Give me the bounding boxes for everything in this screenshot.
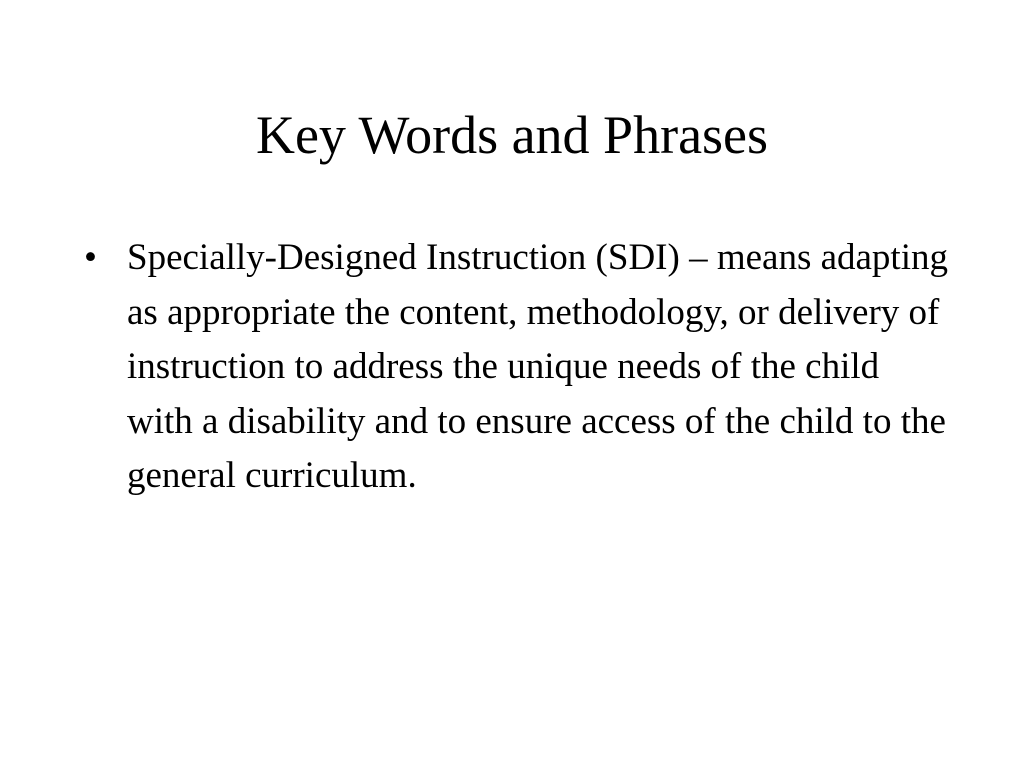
bullet-text: Specially-Designed Instruction (SDI) – means adapting as appropriate the content, methodology, or delivery of instruction to address the unique needs of the child with a disability and to ensure access of the child to the general curriculum. — [127, 237, 948, 496]
bullet-item — [84, 231, 954, 504]
slide-title: Key Words and Phrases — [255, 105, 769, 165]
bullet-icon: • — [84, 237, 97, 278]
bullet-list — [84, 231, 954, 504]
